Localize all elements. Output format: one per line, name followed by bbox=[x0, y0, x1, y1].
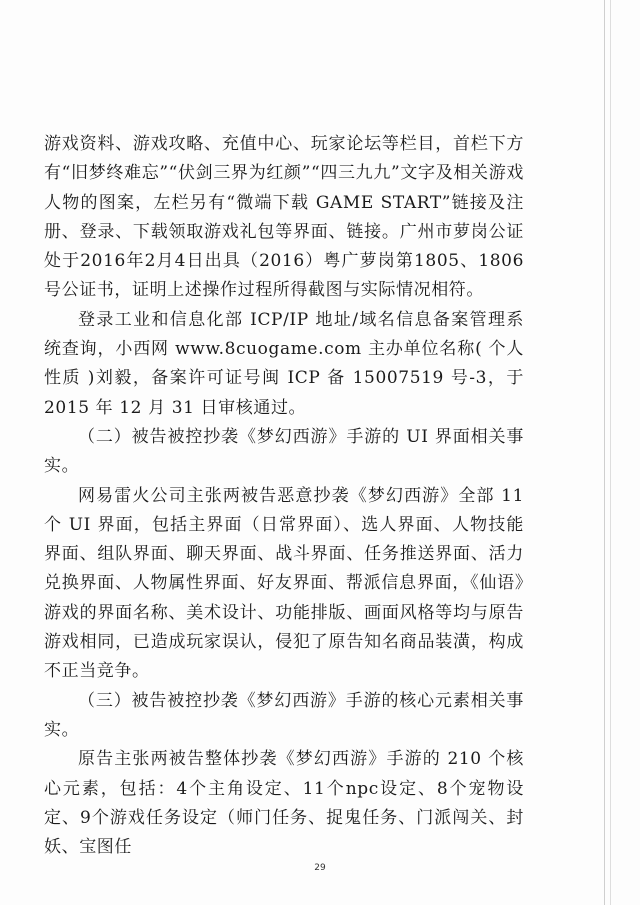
section-heading-core-elements: （三）被告被控抄袭《梦幻西游》手游的核心元素相关事实。 bbox=[44, 690, 524, 740]
body-text bbox=[44, 130, 524, 862]
page-number: 29 bbox=[314, 863, 326, 873]
page-edge-line bbox=[610, 0, 611, 905]
paragraph-ui-claim: 网易雷火公司主张两被告恶意抄袭《梦幻西游》全部 11 个 UI 界面，包括主界面（日常界面）、选人界面、人物技能界面、组队界面、聊天界面、战斗界面、任务推送界面、活力兑换界面、人物属性界面、好友界面、帮派信息界面，《仙语》游戏的界面名称、美术设计、功能排版、画面风格等均与原告游戏相同，已造成玩家误认，侵犯了原告知名商品装潢，构成不正当竞争。 bbox=[44, 485, 524, 682]
paragraph-continued: 游戏资料、游戏攻略、充值中心、玩家论坛等栏目，首栏下方有“旧梦终难忘”“伏剑三界为红颜”“四三九九”文字及相关游戏人物的图案，左栏另有“微端下载 GAME START”链接及注册、登录、下载领取游戏礼包等界面、链接。广州市萝岗公证处于2016年2月4日出具（2016）粤广萝岗第1805、1806号公证书，证明上述操作过程所得截图与实际情况相符。 bbox=[44, 134, 524, 301]
section-heading-ui: （二）被告被控抄袭《梦幻西游》手游的 UI 界面相关事实。 bbox=[44, 426, 524, 477]
page-edge-line bbox=[604, 0, 605, 905]
paragraph-icp-record: 登录工业和信息化部 ICP/IP 地址/域名信息备案管理系统查询，小西网 www.8cuogame.com 主办单位名称( 个人性质 )刘毅，备案许可证号闽 ICP 备 15007519 号-3，于 2015 年 12 月 31 日审核通过。 bbox=[44, 309, 524, 418]
paragraph-core-elements-claim: 原告主张两被告整体抄袭《梦幻西游》手游的 210 个核心元素，包括：4个主角设定、11个npc设定、8个宠物设定、9个游戏任务设定（师门任务、捉鬼任务、门派闯关、封妖、宝图任 bbox=[44, 749, 524, 858]
